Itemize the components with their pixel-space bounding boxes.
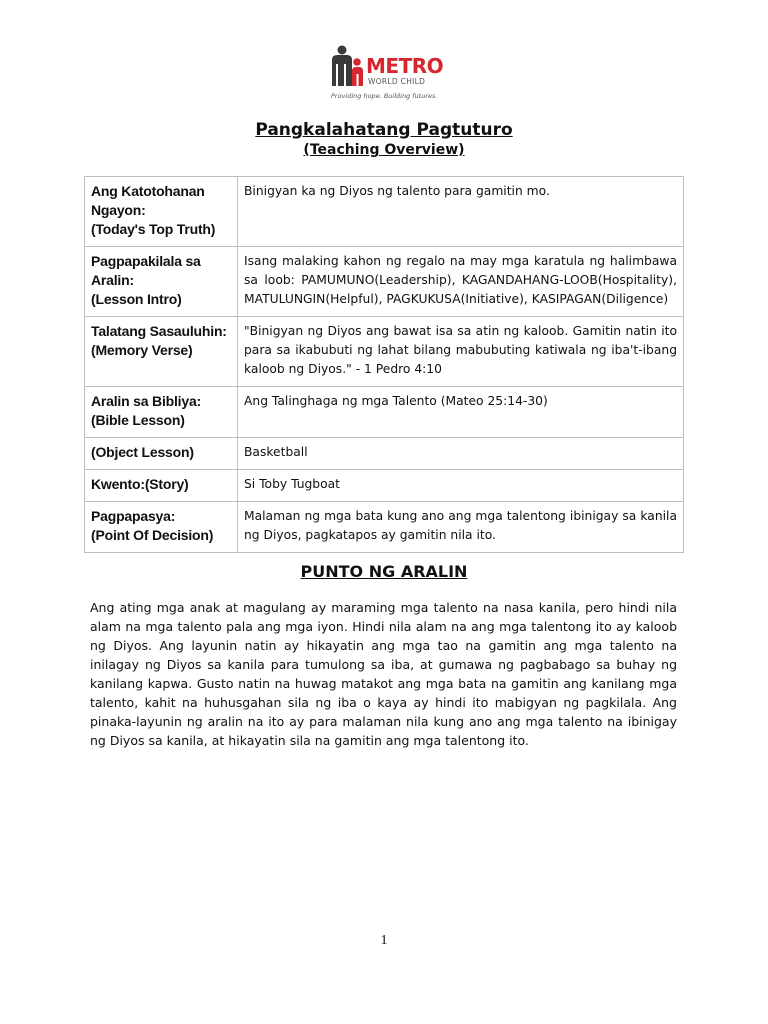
page-subtitle: (Teaching Overview) <box>303 142 465 158</box>
row-label: Talatang Sasauluhin: (Memory Verse) <box>85 317 238 387</box>
table-row <box>85 317 684 387</box>
row-label: (Object Lesson) <box>85 438 238 470</box>
row-value: Malaman ng mga bata kung ano ang mga talentong ibinigay sa kanila ng Diyos, pagkatapos ay gamitin nila ito. <box>238 502 684 553</box>
row-label: Pagpapasya: (Point Of Decision) <box>85 502 238 553</box>
metro-world-child-logo <box>330 44 444 104</box>
row-label: Aralin sa Bibliya: (Bible Lesson) <box>85 387 238 438</box>
table-row <box>85 438 684 470</box>
table-row <box>85 470 684 502</box>
page-title: Pangkalahatang Pagtuturo <box>255 120 513 140</box>
row-value: "Binigyan ng Diyos ang bawat isa sa atin ng kaloob. Gamitin natin ito para sa ikabubuti ng lahat bilang mabubuting katiwala ng iba't-ibang kaloob ng Diyos." - 1 Pedro 4:10 <box>238 317 684 387</box>
row-label: Kwento:(Story) <box>85 470 238 502</box>
row-value: Binigyan ka ng Diyos ng talento para gamitin mo. <box>238 177 684 247</box>
row-label: Ang Katotohanan Ngayon: (Today's Top Truth) <box>85 177 238 247</box>
teaching-overview-table <box>84 176 684 553</box>
table-row <box>85 502 684 553</box>
page-number: 1 <box>380 933 388 948</box>
table-row <box>85 387 684 438</box>
row-value: Isang malaking kahon ng regalo na may mga karatula ng halimbawa sa loob: PAMUMUNO(Leadership), KAGANDAHANG-LOOB(Hospitality), MATULUNGIN(Helpful), PAGKUKUSA(Initiative), KASIPAGAN(Diligence) <box>238 247 684 317</box>
logo-subname: WORLD CHILD <box>368 77 426 86</box>
row-value: Si Toby Tugboat <box>238 470 684 502</box>
row-label: Pagpapakilala sa Aralin: (Lesson Intro) <box>85 247 238 317</box>
row-value: Ang Talinghaga ng mga Talento (Mateo 25:14-30) <box>238 387 684 438</box>
family-figures-icon <box>330 44 366 92</box>
logo-name: METRO <box>366 54 444 78</box>
section-heading: PUNTO NG ARALIN <box>300 562 468 581</box>
table-row <box>85 177 684 247</box>
row-value: Basketball <box>238 438 684 470</box>
logo-tagline: Providing hope. Building futures. <box>331 92 438 100</box>
table-row <box>85 247 684 317</box>
lesson-point-paragraph: Ang ating mga anak at magulang ay maraming mga talento na nasa kanila, pero hindi nila alam na mga talento pala ang mga iyon. Hindi nila alam na ang mga talentong ito ay kaloob ng Diyos. Ang layunin natin ay hikayatin ang mga tao na gamitin ang mga talento na inilagay ng Diyos sa kanila para tumulong sa iba, at gumawa ng pagbabago sa buhay ng kanilang kapwa. Gusto natin na huwag matakot ang mga bata na gamitin ang kanilang mga talento, kahit na huhusgahan sila ng iba o kaya ay hindi ito mabigyan ng pagkilala. Ang pinaka-layunin ng aralin na ito ay para malaman nila kung ano ang mga talento na ibinigay ng Diyos sa kanila, at hikayatin sila na gamitin ang mga talentong ito. <box>90 600 677 748</box>
